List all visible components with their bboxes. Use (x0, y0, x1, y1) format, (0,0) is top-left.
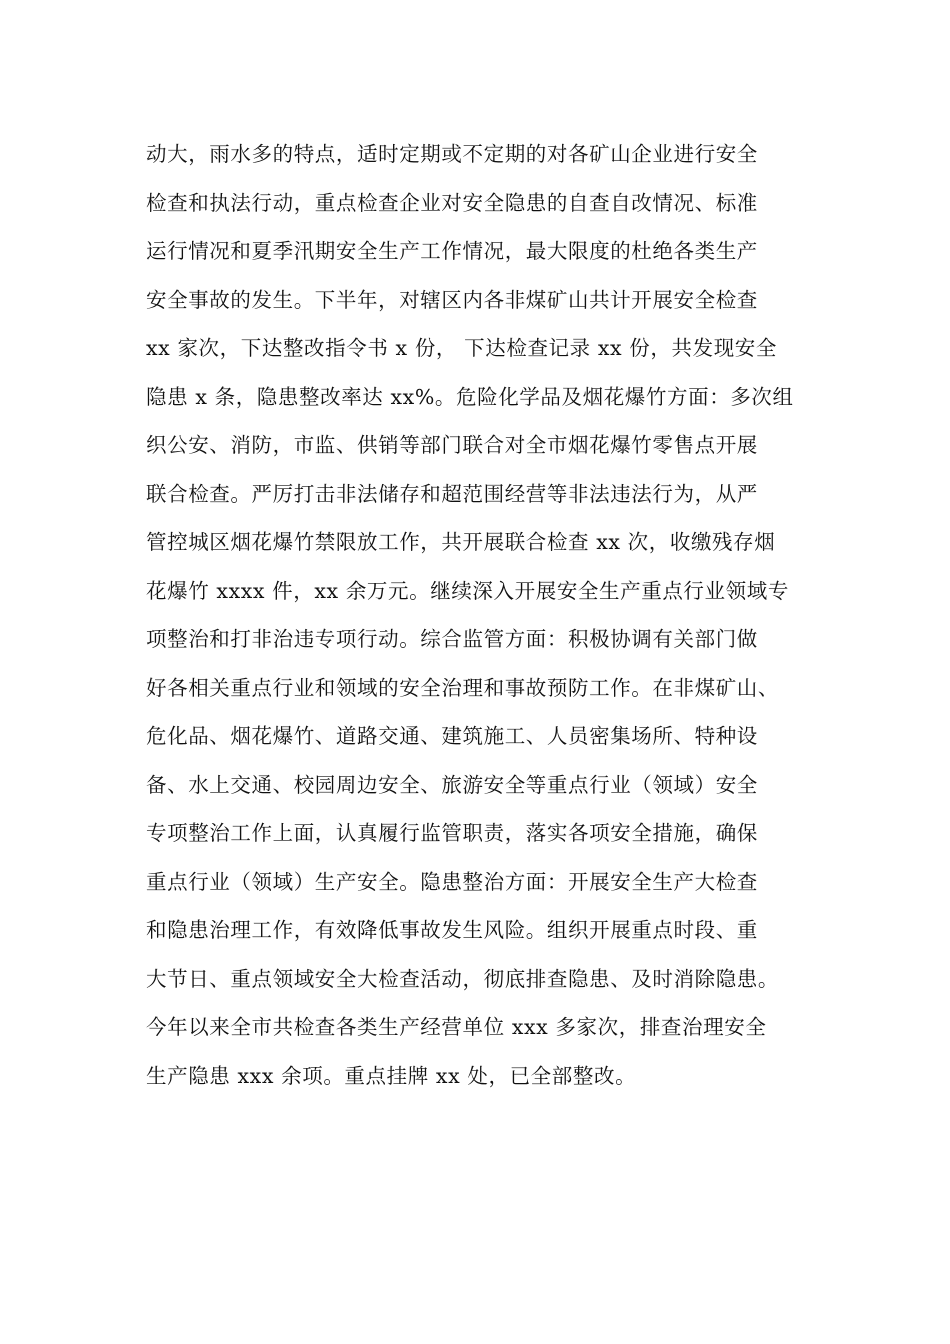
text-line: 隐患 x 条，隐患整改率达 xx%。危险化学品及烟花爆竹方面：多次组 (146, 384, 794, 409)
text-line: 生产隐患 xxx 余项。重点挂牌 xx 处，已全部整改。 (146, 1063, 637, 1088)
text-line: 重点行业（领域）生产安全。隐患整治方面：开展安全生产大检查 (146, 869, 758, 894)
text-line: 检查和执法行动，重点检查企业对安全隐患的自查自改情况、标准 (146, 190, 758, 215)
text-line: 花爆竹 xxxx 件，xx 余万元。继续深入开展安全生产重点行业领域专 (146, 578, 789, 603)
text-line: 织公安、消防，市监、供销等部门联合对全市烟花爆竹零售点开展 (146, 433, 758, 457)
body-paragraph (146, 130, 826, 1100)
text-line: 动大，雨水多的特点，适时定期或不定期的对各矿山企业进行安全 (146, 142, 758, 166)
text-line: 好各相关重点行业和领域的安全治理和事故预防工作。在非煤矿山、 (146, 675, 779, 700)
text-line: 联合检查。严厉打击非法储存和超范围经营等非法违法行为，从严 (146, 481, 758, 506)
text-line: 备、水上交通、校园周边安全、旅游安全等重点行业（领域）安全 (146, 772, 758, 797)
text-line: 安全事故的发生。下半年，对辖区内各非煤矿山共计开展安全检查 (146, 287, 758, 312)
text-line: 和隐患治理工作，有效降低事故发生风险。组织开展重点时段、重 (146, 918, 758, 942)
text-line: 专项整治工作上面，认真履行监管职责，落实各项安全措施，确保 (146, 821, 758, 845)
text-line: 今年以来全市共检查各类生产经营单位 xxx 多家次，排查治理安全 (146, 1015, 767, 1039)
text-line: 大节日、重点领域安全大检查活动，彻底排查隐患、及时消除隐患。 (146, 966, 779, 991)
text-line: 管控城区烟花爆竹禁限放工作，共开展联合检查 xx 次，收缴残存烟 (146, 530, 776, 554)
text-line: xx 家次，下达整改指令书 x 份， 下达检查记录 xx 份，共发现安全 (146, 336, 778, 360)
text-line: 项整治和打非治违专项行动。综合监管方面：积极协调有关部门做 (146, 627, 758, 651)
text-line: 运行情况和夏季汛期安全生产工作情况，最大限度的杜绝各类生产 (146, 239, 758, 263)
text-line: 危化品、烟花爆竹、道路交通、建筑施工、人员密集场所、特种设 (146, 724, 758, 748)
